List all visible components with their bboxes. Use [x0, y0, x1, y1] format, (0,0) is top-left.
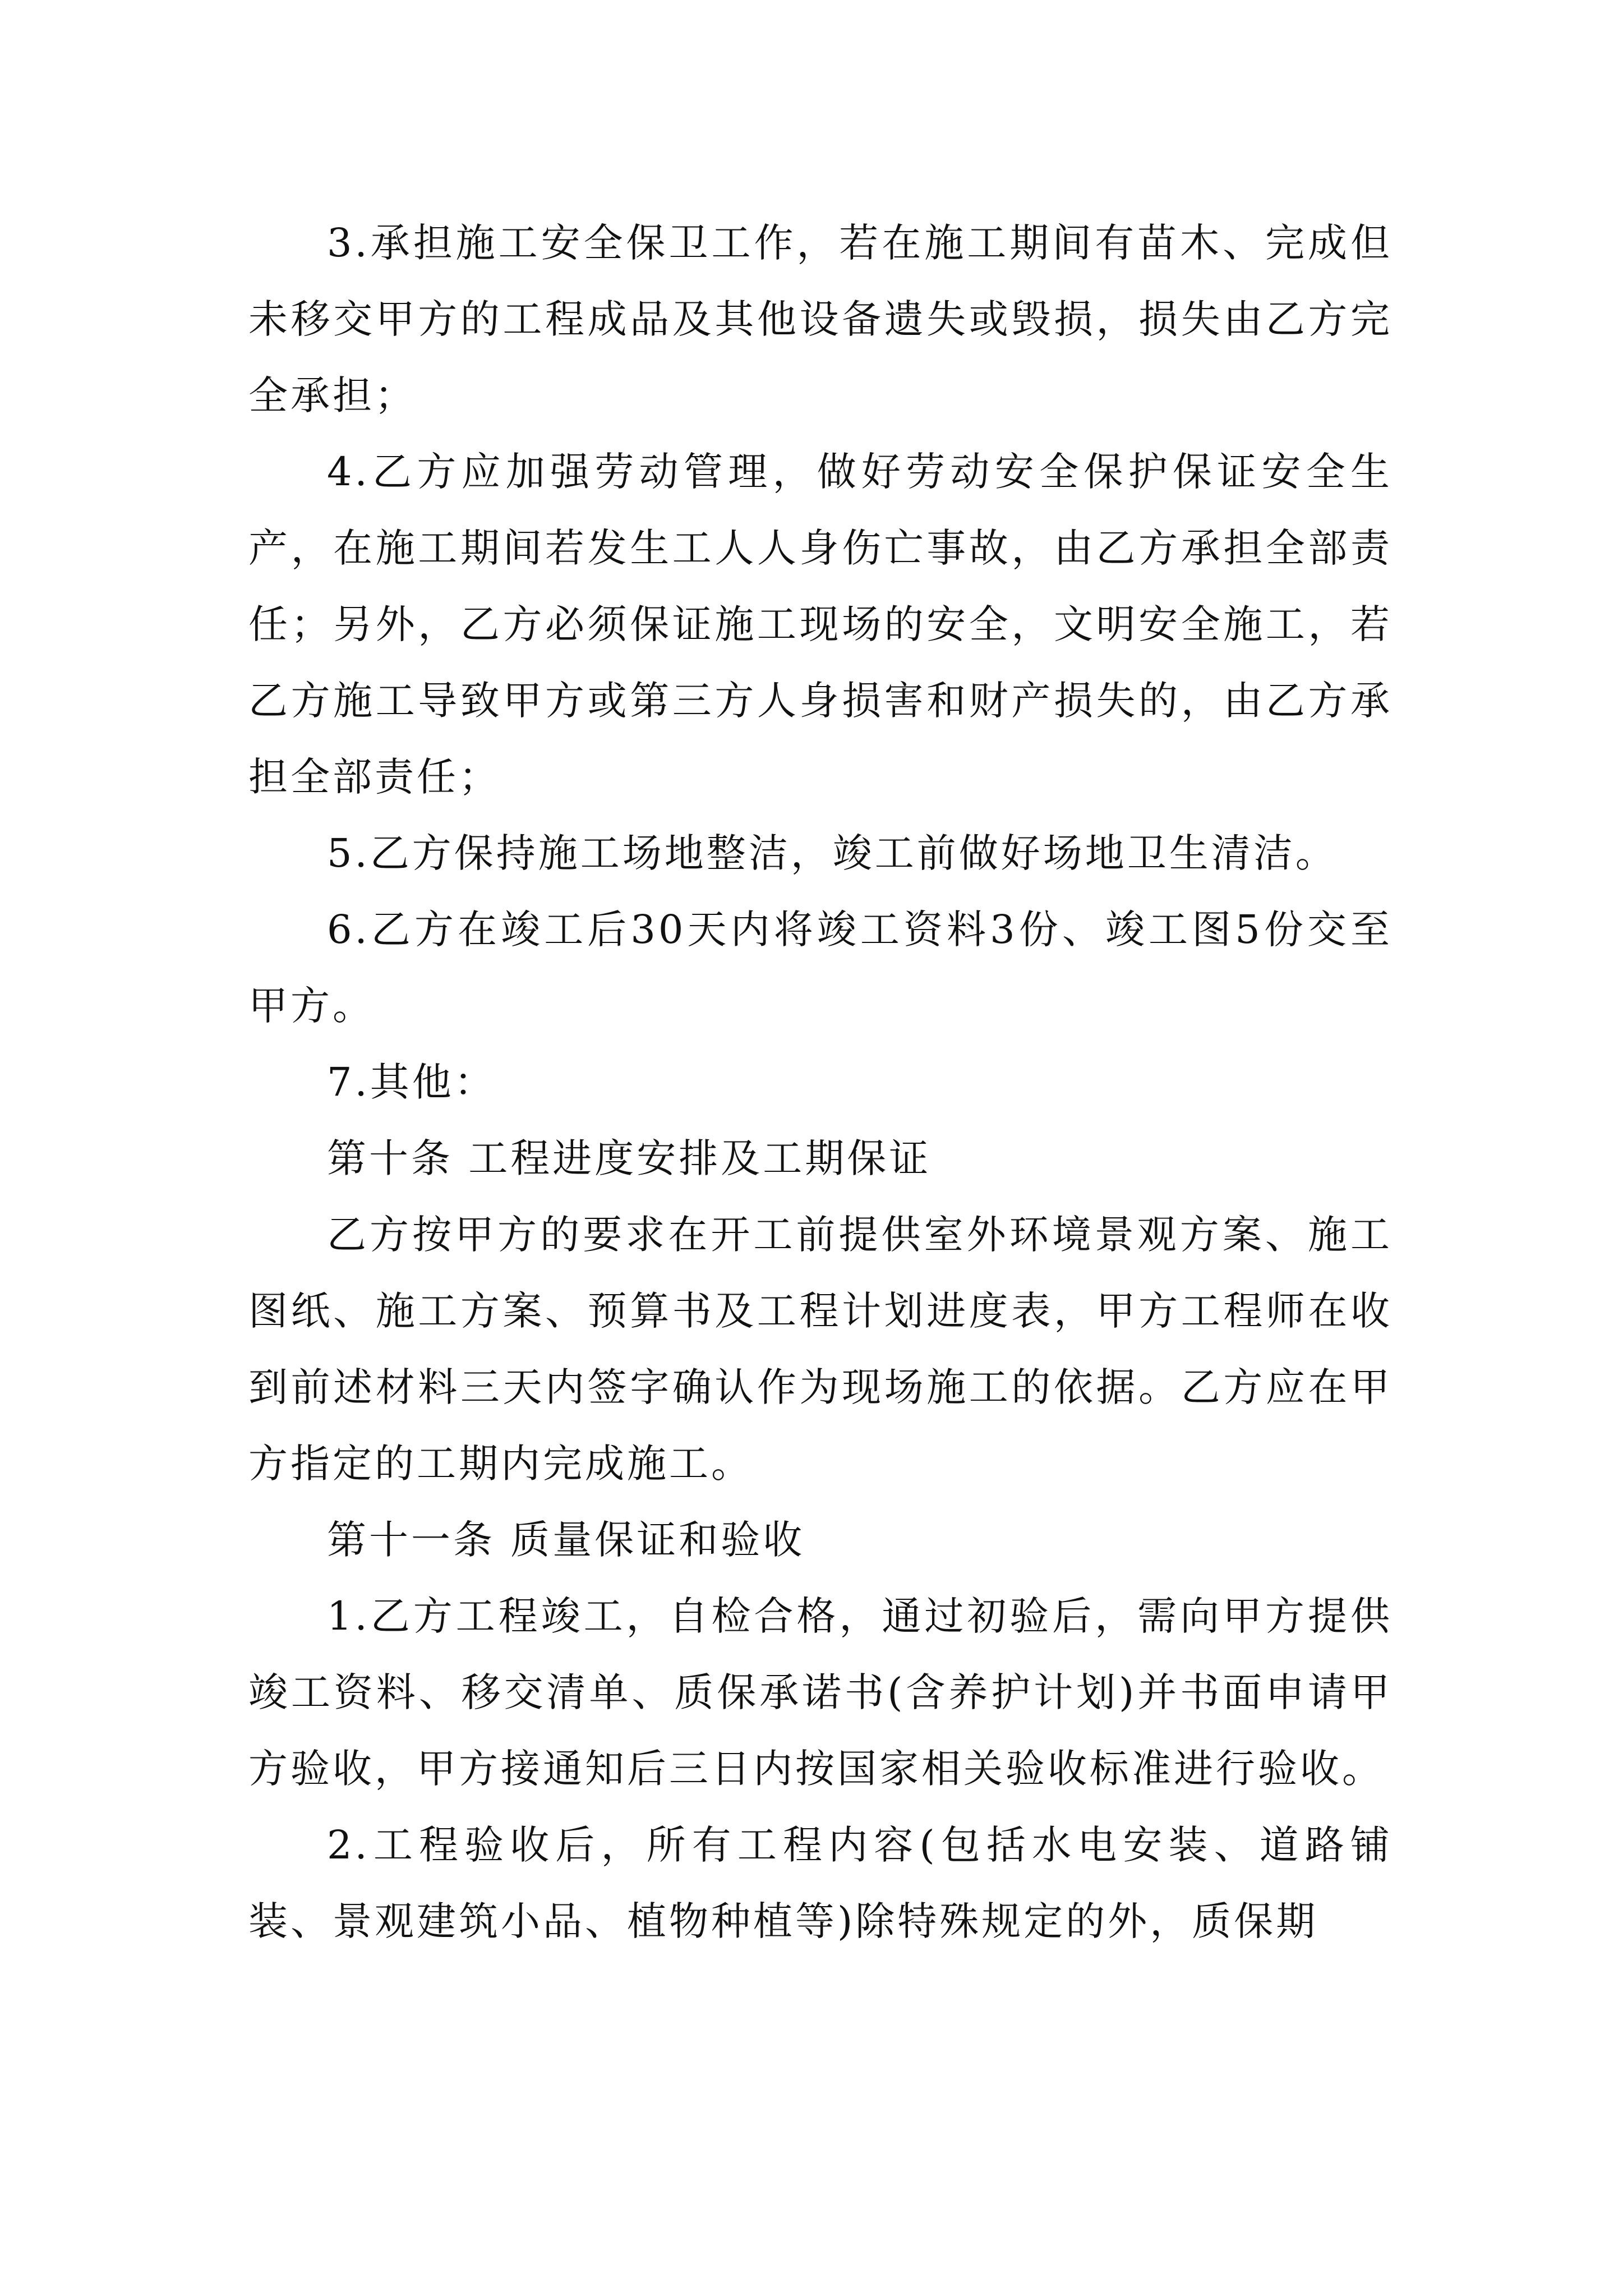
clause-item-5: 5.乙方保持施工场地整洁，竣工前做好场地卫生清洁。: [327, 830, 1338, 876]
article-11-item-2: 2.工程验收后，所有工程内容(包括水电安装、道路铺装、景观建筑小品、植物种植等)除特殊规定的外，质保期: [248, 1822, 1393, 1944]
clause-item-7: 7.其他：: [327, 1059, 496, 1105]
clause-item-3: 3.承担施工安全保卫工作，若在施工期间有苗木、完成但未移交甲方的工程成品及其他设备遗失或毁损，损失由乙方完全承担；: [248, 220, 1393, 418]
article-10-body: 乙方按甲方的要求在开工前提供室外环境景观方案、施工图纸、施工方案、预算书及工程计划进度表，甲方工程师在收到前述材料三天内签字确认作为现场施工的依据。乙方应在甲方指定的工期内完成施工。: [248, 1212, 1393, 1487]
clause-item-6: 6.乙方在竣工后30天内将竣工资料3份、竣工图5份交至甲方。: [248, 907, 1393, 1029]
article-11-item-1: 1.乙方工程竣工，自检合格，通过初验后，需向甲方提供竣工资料、移交清单、质保承诺书(含养护计划)并书面申请甲方验收，甲方接通知后三日内按国家相关验收标准进行验收。: [248, 1593, 1393, 1792]
document-body: [248, 205, 1393, 1959]
article-10-heading: 第十条 工程进度安排及工期保证: [327, 1135, 932, 1181]
article-11-heading: 第十一条 质量保证和验收: [327, 1517, 805, 1563]
clause-item-4: 4.乙方应加强劳动管理，做好劳动安全保护保证安全生产，在施工期间若发生工人人身伤亡事故，由乙方承担全部责任；另外，乙方必须保证施工现场的安全，文明安全施工，若乙方施工导致甲方或第三方人身损害和财产损失的，由乙方承担全部责任；: [248, 449, 1393, 800]
